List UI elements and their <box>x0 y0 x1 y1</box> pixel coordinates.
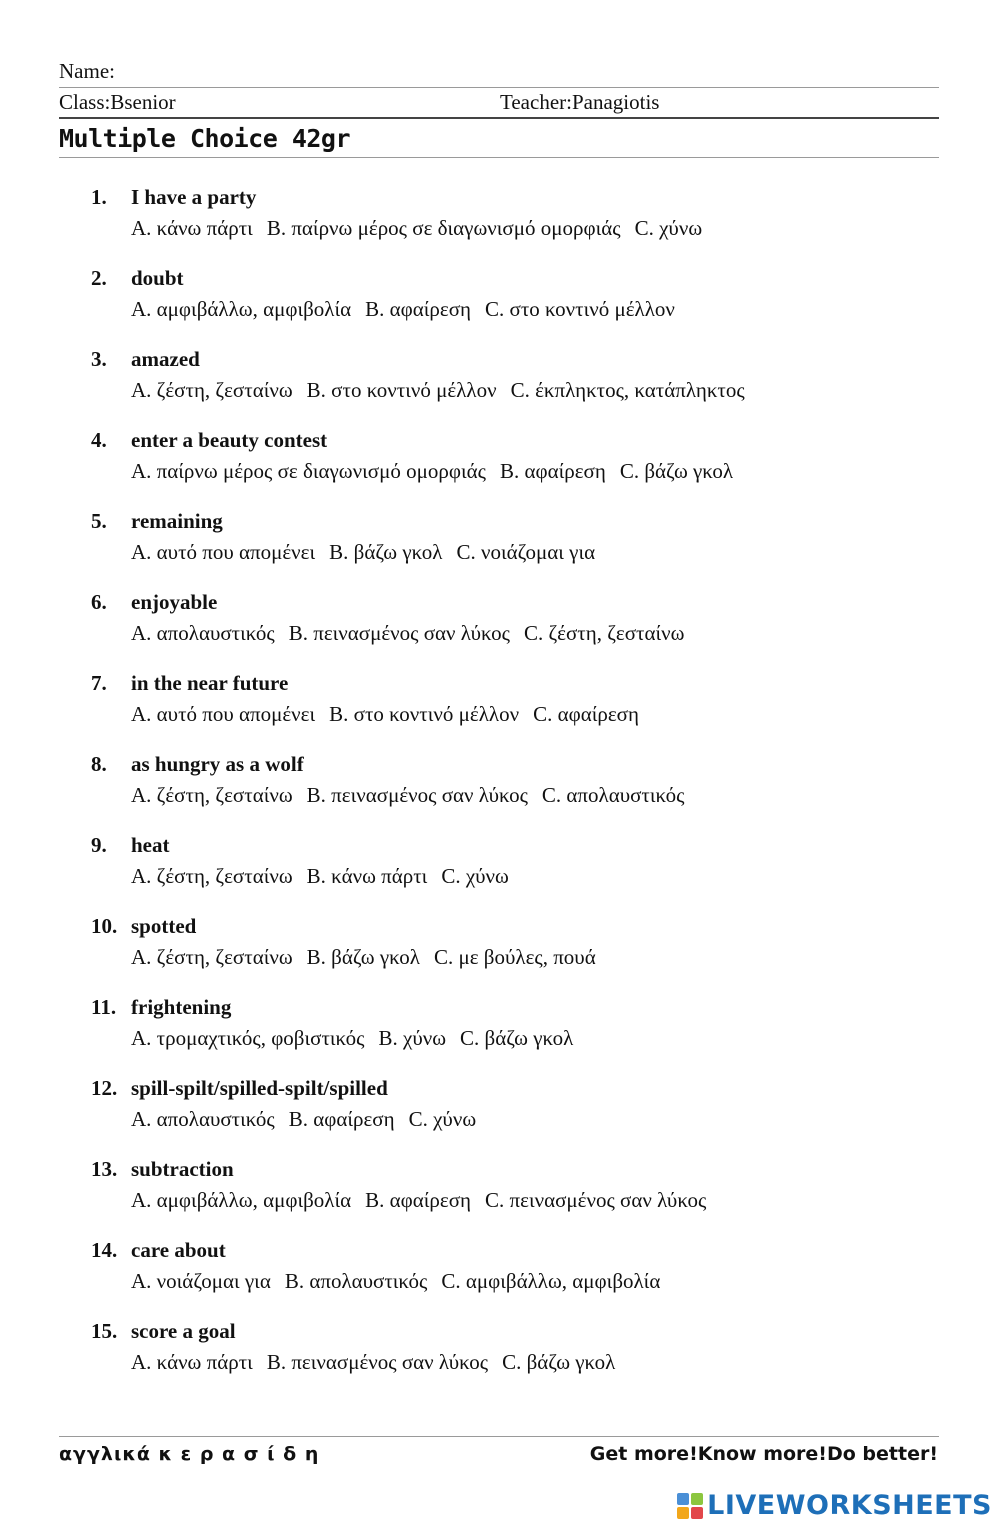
logo-square <box>691 1493 703 1505</box>
class-label: Class:Bsenior <box>59 90 176 114</box>
answer-option[interactable]: A. νοιάζομαι για <box>131 1269 271 1293</box>
answer-option[interactable]: A. ζέστη, ζεσταίνω <box>131 783 293 807</box>
answer-option[interactable]: A. κάνω πάρτι <box>131 1350 253 1374</box>
answer-option[interactable]: C. πεινασμένος σαν λύκος <box>485 1188 707 1212</box>
answer-option[interactable]: C. απολαυστικός <box>541 783 685 807</box>
question-number: 13. <box>91 1157 118 1181</box>
question-number: 1. <box>91 185 107 209</box>
question-word: subtraction <box>131 1157 234 1181</box>
answer-option[interactable]: B. βάζω γκολ <box>329 540 443 564</box>
answer-option[interactable]: C. βάζω γκολ <box>619 459 734 483</box>
answer-option[interactable]: A. απολαυστικός <box>131 1107 275 1131</box>
question-number: 5. <box>91 509 107 533</box>
question-number: 15. <box>91 1319 118 1343</box>
question-word: amazed <box>131 347 200 371</box>
answer-option[interactable]: B. αφαίρεση <box>499 459 606 483</box>
brand-text: LIVEWORKSHEETS <box>707 1490 992 1521</box>
answer-option[interactable]: B. κάνω πάρτι <box>306 864 428 888</box>
answer-option[interactable]: C. βάζω γκολ <box>460 1026 574 1050</box>
answer-option[interactable]: B. στο κοντινό μέλλον <box>329 702 520 726</box>
question-number: 4. <box>91 428 107 452</box>
answer-option[interactable]: B. αφαίρεση <box>365 297 472 321</box>
answer-options <box>131 783 698 808</box>
answer-options <box>131 1269 674 1294</box>
answer-option[interactable]: C. έκπληκτος, κατάπληκτος <box>510 378 745 402</box>
answer-option[interactable]: B. πεινασμένος σαν λύκος <box>306 783 528 807</box>
answer-option[interactable]: B. βάζω γκολ <box>306 945 420 969</box>
question-word: in the near future <box>131 671 289 695</box>
answer-options <box>131 621 698 646</box>
answer-option[interactable]: B. παίρνω μέρος σε διαγωνισμό ομορφιάς <box>266 216 621 240</box>
question-word: remaining <box>131 509 223 533</box>
answer-options <box>131 1188 720 1213</box>
class-teacher-row <box>59 90 939 114</box>
question-number: 2. <box>91 266 107 290</box>
logo-square <box>677 1507 689 1519</box>
footer-divider <box>59 1436 939 1437</box>
question-item <box>0 507 1000 588</box>
answer-option[interactable]: C. με βούλες, πουά <box>433 945 596 969</box>
question-number: 10. <box>91 914 118 938</box>
answer-option[interactable]: A. αμφιβάλλω, αμφιβολία <box>131 1188 352 1212</box>
question-number: 6. <box>91 590 107 614</box>
question-number: 9. <box>91 833 107 857</box>
answer-option[interactable]: A. ζέστη, ζεσταίνω <box>131 945 293 969</box>
answer-option[interactable]: B. απολαυστικός <box>284 1269 428 1293</box>
question-word: care about <box>131 1238 226 1262</box>
question-word: enter a beauty contest <box>131 428 328 452</box>
answer-options <box>131 540 609 565</box>
answer-option[interactable]: B. στο κοντινό μέλλον <box>306 378 497 402</box>
answer-option[interactable]: A. αυτό που απομένει <box>131 702 316 726</box>
question-number: 7. <box>91 671 107 695</box>
answer-option[interactable]: A. απολαυστικός <box>131 621 275 645</box>
answer-option[interactable]: A. ζέστη, ζεσταίνω <box>131 864 293 888</box>
question-word: spill-spilt/spilled-spilt/spilled <box>131 1076 388 1100</box>
answer-option[interactable]: B. χύνω <box>378 1026 447 1050</box>
question-item <box>0 993 1000 1074</box>
question-number: 8. <box>91 752 107 776</box>
answer-options <box>131 945 610 970</box>
question-item <box>0 1236 1000 1317</box>
answer-options <box>131 216 716 241</box>
question-item <box>0 264 1000 345</box>
liveworksheets-logo[interactable] <box>677 1490 992 1521</box>
question-word: enjoyable <box>131 590 218 614</box>
answer-option[interactable]: C. στο κοντινό μέλλον <box>485 297 675 321</box>
answer-option[interactable]: C. νοιάζομαι για <box>456 540 596 564</box>
answer-options <box>131 378 759 403</box>
answer-option[interactable]: A. τρομαχτικός, φοβιστικός <box>131 1026 365 1050</box>
question-number: 3. <box>91 347 107 371</box>
answer-options <box>131 1350 629 1375</box>
question-word: as hungry as a wolf <box>131 752 304 776</box>
question-word: heat <box>131 833 170 857</box>
answer-option[interactable]: B. αφαίρεση <box>288 1107 395 1131</box>
answer-options <box>131 297 689 322</box>
logo-square <box>691 1507 703 1519</box>
answer-options <box>131 459 747 484</box>
question-item <box>0 1155 1000 1236</box>
answer-option[interactable]: C. ζέστη, ζεσταίνω <box>523 621 685 645</box>
question-item <box>0 750 1000 831</box>
question-word: score a goal <box>131 1319 236 1343</box>
question-list <box>0 183 1000 1398</box>
name-underline <box>59 87 939 88</box>
class-underline <box>59 117 939 119</box>
answer-option[interactable]: C. χύνω <box>634 216 703 240</box>
liveworksheets-icon <box>677 1493 703 1519</box>
question-word: spotted <box>131 914 197 938</box>
answer-options <box>131 1107 490 1132</box>
question-item <box>0 1317 1000 1398</box>
question-item <box>0 426 1000 507</box>
question-item <box>0 345 1000 426</box>
question-word: doubt <box>131 266 184 290</box>
title-underline <box>59 157 939 158</box>
answer-option[interactable]: C. χύνω <box>408 1107 477 1131</box>
question-number: 11. <box>91 995 117 1019</box>
answer-option[interactable]: C. βάζω γκολ <box>502 1350 616 1374</box>
question-number: 12. <box>91 1076 118 1100</box>
answer-option[interactable]: A. αμφιβάλλω, αμφιβολία <box>131 297 352 321</box>
answer-options <box>131 1026 587 1051</box>
answer-option[interactable]: A. αυτό που απομένει <box>131 540 316 564</box>
answer-option[interactable]: B. πεινασμένος σαν λύκος <box>288 621 510 645</box>
footer-slogan: Get more!Know more!Do better! <box>589 1443 938 1465</box>
question-word: frightening <box>131 995 232 1019</box>
answer-options <box>131 864 523 889</box>
answer-option[interactable]: C. αφαίρεση <box>533 702 639 726</box>
question-item <box>0 912 1000 993</box>
question-word: I have a party <box>131 185 257 209</box>
question-number: 14. <box>91 1238 118 1262</box>
name-label: Name: <box>59 59 115 83</box>
question-item <box>0 831 1000 912</box>
logo-square <box>677 1493 689 1505</box>
answer-option[interactable]: A. ζέστη, ζεσταίνω <box>131 378 293 402</box>
footer-author: αγγλικά κ ε ρ α σ ί δ η <box>59 1443 320 1465</box>
answer-option[interactable]: C. χύνω <box>441 864 509 888</box>
answer-option[interactable]: A. παίρνω μέρος σε διαγωνισμό ομορφιάς <box>131 459 486 483</box>
question-item <box>0 183 1000 264</box>
page-title: Multiple Choice 42gr <box>59 124 351 153</box>
answer-options <box>131 702 653 727</box>
answer-option[interactable]: B. αφαίρεση <box>365 1188 472 1212</box>
question-item <box>0 1074 1000 1155</box>
answer-option[interactable]: C. αμφιβάλλω, αμφιβολία <box>441 1269 661 1293</box>
question-item <box>0 588 1000 669</box>
answer-option[interactable]: A. κάνω πάρτι <box>131 216 253 240</box>
teacher-label: Teacher:Panagiotis <box>500 90 660 114</box>
answer-option[interactable]: B. πεινασμένος σαν λύκος <box>266 1350 489 1374</box>
question-item <box>0 669 1000 750</box>
